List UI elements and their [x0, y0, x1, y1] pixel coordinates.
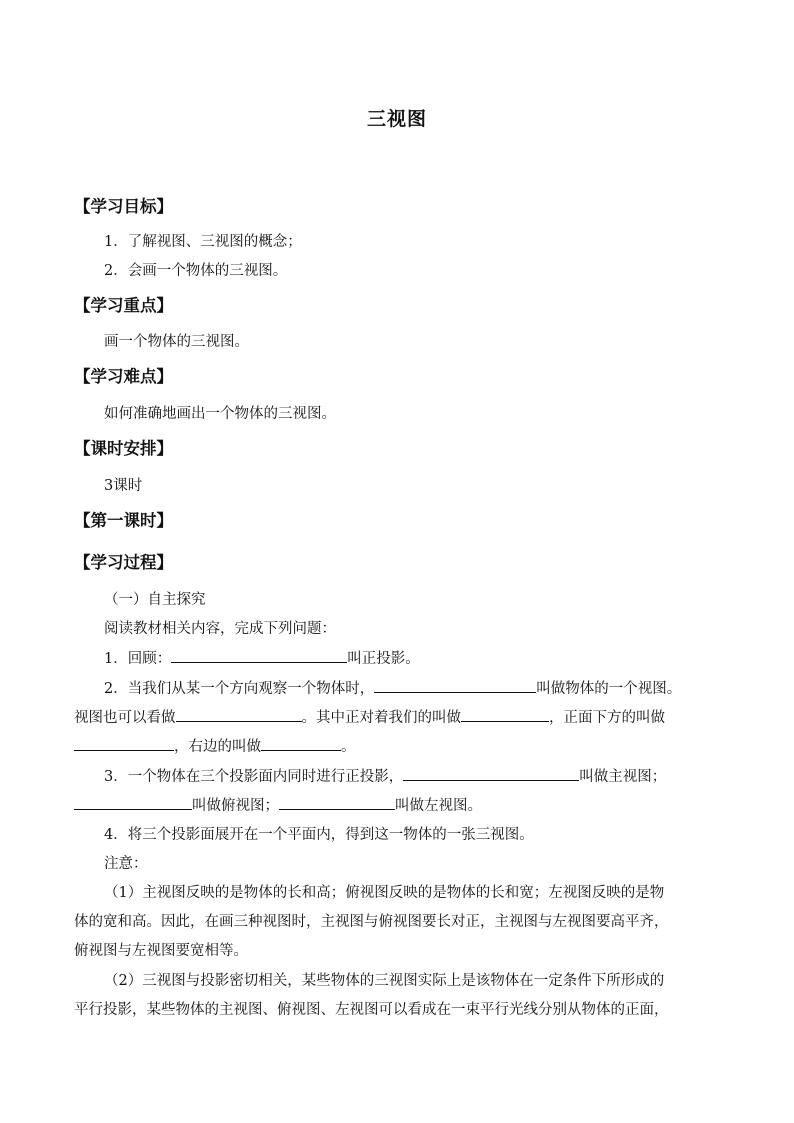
note-label: 注意：: [104, 856, 148, 872]
heading-difficulties: 【学习难点】: [74, 367, 173, 386]
q3-blank-1[interactable]: [403, 766, 579, 781]
heading-lesson-1: 【第一课时】: [74, 511, 173, 530]
question-3-line-1: [104, 766, 666, 787]
q2-text-e: ，正面下方的叫做: [549, 710, 665, 726]
question-2-line-1: [104, 678, 681, 699]
question-2-line-2: [74, 707, 665, 728]
q3-text-c: 叫做俯视图；: [192, 798, 279, 814]
q2-text-b: 叫做物体的一个视图。: [536, 681, 682, 697]
q2-text-g: 。: [341, 739, 356, 755]
objective-item-2: 2．会画一个物体的三视图。: [104, 263, 288, 279]
q3-text-a: 3．一个物体在三个投影面内同时进行正投影，: [104, 769, 404, 785]
q3-blank-3[interactable]: [279, 795, 395, 810]
process-subheading: （一）自主探究: [104, 592, 206, 608]
question-4: 4．将三个投影面展开在一个平面内，得到这一物体的一张三视图。: [104, 827, 534, 843]
q1-text-b: 叫正投影。: [347, 651, 420, 667]
q2-blank-1[interactable]: [374, 678, 536, 693]
heading-process: 【学习过程】: [74, 553, 173, 572]
heading-objectives: 【学习目标】: [74, 197, 173, 216]
objective-item-1: 1．了解视图、三视图的概念；: [104, 234, 302, 250]
q2-blank-4[interactable]: [74, 736, 174, 751]
q2-text-f: ，右边的叫做: [174, 739, 261, 755]
difficulties-text: 如何准确地画出一个物体的三视图。: [104, 406, 336, 422]
note-1-line-2: 体的宽和高。因此，在画三种视图时，主视图与俯视图要长对正，主视图与左视图要高平齐，: [74, 914, 669, 930]
q2-blank-5[interactable]: [261, 736, 341, 751]
process-intro: 阅读教材相关内容，完成下列问题：: [104, 621, 336, 637]
q2-blank-3[interactable]: [461, 707, 549, 722]
q1-text-a: 1．回顾：: [104, 651, 172, 667]
q2-text-c: 视图也可以看做: [74, 710, 176, 726]
key-points-text: 画一个物体的三视图。: [104, 334, 249, 350]
question-3-line-2: [74, 795, 482, 816]
heading-schedule: 【课时安排】: [74, 439, 173, 458]
heading-key-points: 【学习重点】: [74, 296, 173, 315]
page-title: 三视图: [366, 108, 427, 130]
note-2-line-2: 平行投影，某些物体的主视图、俯视图、左视图可以看成在一束平行光线分别从物体的正面，: [74, 1002, 669, 1018]
schedule-text: 3课时: [104, 478, 143, 494]
note-2-line-1: （2）三视图与投影密切相关，某些物体的三视图实际上是该物体在一定条件下所形成的: [104, 973, 665, 989]
q2-blank-2[interactable]: [176, 707, 302, 722]
q1-blank[interactable]: [171, 648, 347, 663]
note-1-line-1: （1）主视图反映的是物体的长和高；俯视图反映的是物体的长和宽；左视图反映的是物: [104, 885, 665, 901]
question-1: [104, 648, 420, 669]
q3-blank-2[interactable]: [74, 795, 192, 810]
q2-text-a: 2．当我们从某一个方向观察一个物体时，: [104, 681, 375, 697]
note-1-line-3: 俯视图与左视图要宽相等。: [74, 943, 248, 959]
q3-text-d: 叫做左视图。: [395, 798, 482, 814]
question-2-line-3: [74, 736, 356, 757]
q3-text-b: 叫做主视图；: [579, 769, 667, 785]
q2-text-d: 。其中正对着我们的叫做: [301, 710, 461, 726]
